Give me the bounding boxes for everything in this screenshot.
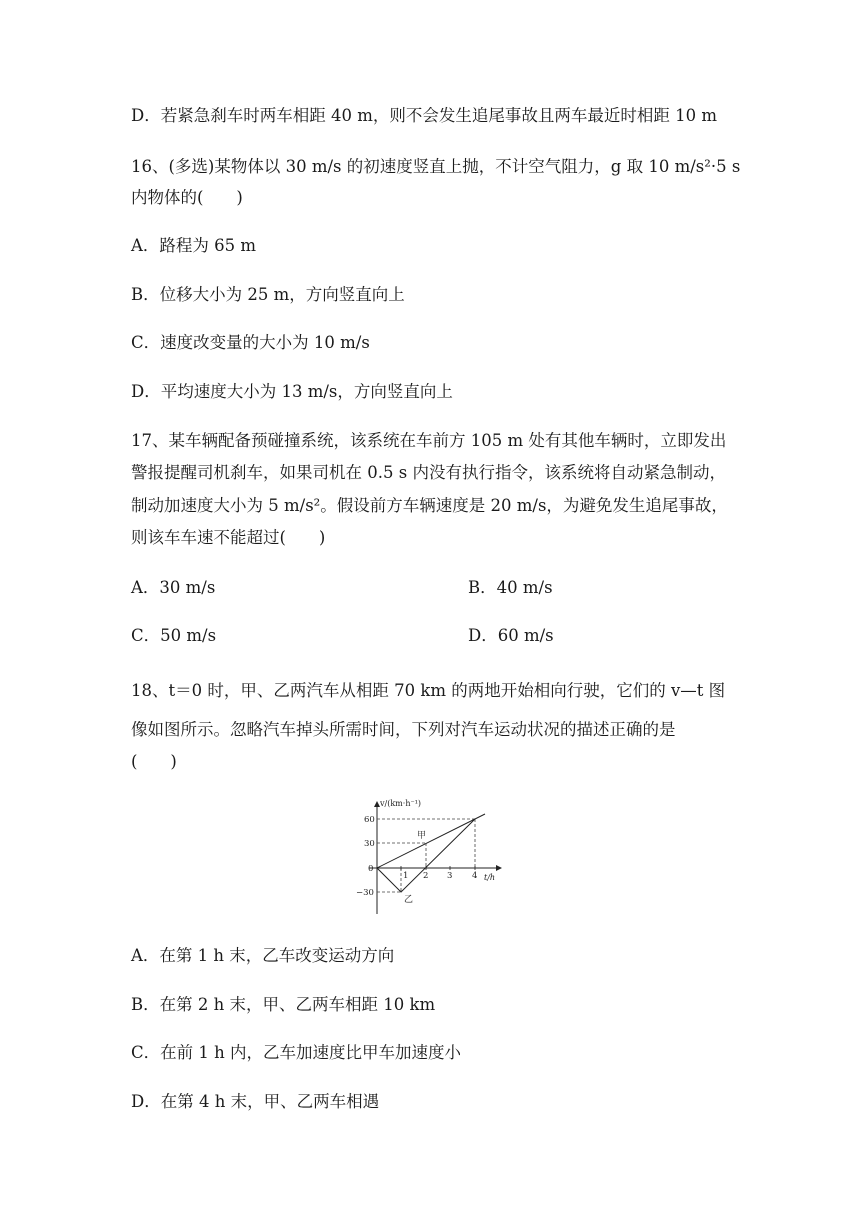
q16-option-a: A．路程为 65 m [131, 236, 257, 255]
q18-option-b: B．在第 2 h 末，甲、乙两车相距 10 km [131, 995, 436, 1014]
q17-option-c: C．50 m/s [131, 626, 217, 645]
q17-option-a: A．30 m/s [131, 578, 216, 597]
q18-stem-line2: 像如图所示。忽略汽车掉头所需时间，下列对汽车运动状况的描述正确的是 [131, 720, 676, 739]
y-tick-30: 30 [364, 839, 375, 849]
vt-graph [355, 796, 505, 918]
y-tick-neg30: −30 [356, 888, 374, 898]
x-tick-3: 3 [447, 871, 453, 881]
q18-option-d: D．在第 4 h 末，甲、乙两车相遇 [131, 1092, 380, 1111]
q18-stem-line3: ( ) [131, 752, 177, 771]
q17-stem-line4: 则该车车速不能超过( ) [131, 528, 326, 547]
y-tick-0: 0 [368, 864, 374, 874]
x-axis-label: t/h [484, 873, 496, 882]
q18-stem-line1: 18、t＝0 时，甲、乙两汽车从相距 70 km 的两地开始相向行驶，它们的 v—t 图 [131, 681, 726, 700]
line-jia [377, 814, 485, 868]
q18-option-a: A．在第 1 h 末，乙车改变运动方向 [131, 946, 395, 965]
x-tick-4: 4 [472, 871, 478, 881]
q17-option-d: D．60 m/s [468, 626, 554, 645]
q17-stem-line1: 17、某车辆配备预碰撞系统，该系统在车前方 105 m 处有其他车辆时，立即发出 [131, 431, 727, 450]
q16-stem-line2: 内物体的( ) [131, 188, 243, 207]
q17-option-b: B．40 m/s [468, 578, 553, 597]
q18-option-c: C．在前 1 h 内，乙车加速度比甲车加速度小 [131, 1043, 461, 1062]
q16-option-d: D．平均速度大小为 13 m/s，方向竖直向上 [131, 382, 453, 401]
q16-option-b: B．位移大小为 25 m，方向竖直向上 [131, 285, 405, 304]
y-axis-label: v/(km·h⁻¹) [380, 799, 422, 808]
q15-option-d: D．若紧急刹车时两车相距 40 m，则不会发生追尾事故且两车最近时相距 10 m [131, 106, 717, 125]
q17-stem-line2: 警报提醒司机刹车，如果司机在 0.5 s 内没有执行指令，该系统将自动紧急制动， [131, 463, 726, 482]
q17-stem-line3: 制动加速度大小为 5 m/s²。假设前方车辆速度是 20 m/s，为避免发生追尾事故， [131, 496, 728, 515]
label-yi: 乙 [404, 895, 414, 905]
y-tick-60: 60 [364, 815, 375, 825]
x-tick-2: 2 [423, 871, 429, 881]
q16-stem-line1: 16、(多选)某物体以 30 m/s 的初速度竖直上抛，不计空气阻力，g 取 10 m/s²·5 s [131, 157, 741, 176]
q16-option-c: C．速度改变量的大小为 10 m/s [131, 333, 370, 352]
label-jia: 甲 [417, 831, 427, 841]
x-tick-1: 1 [403, 871, 409, 881]
